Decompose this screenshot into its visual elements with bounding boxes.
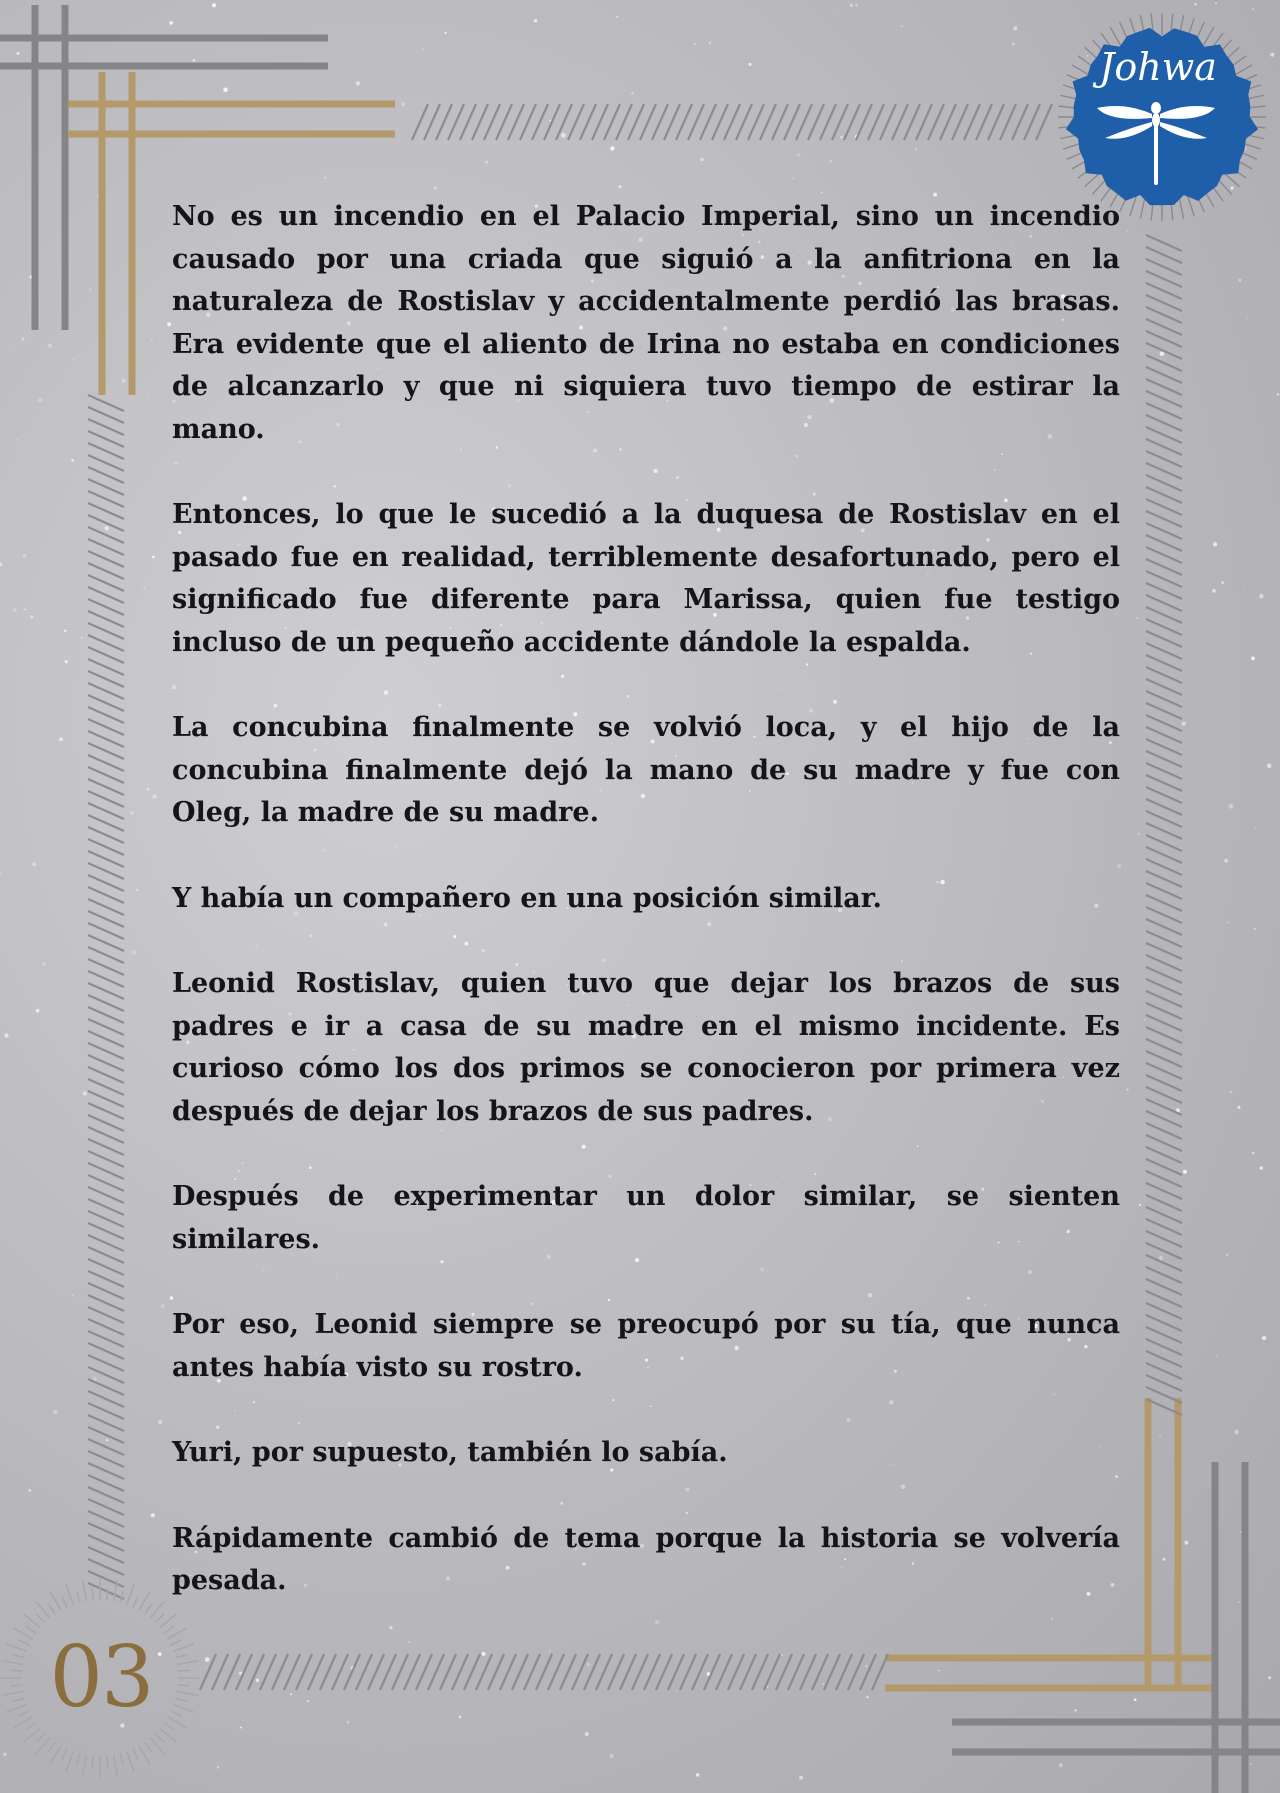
page-number: 03: [49, 1628, 153, 1726]
paragraph: Yuri, por supuesto, también lo sabía.: [172, 1437, 728, 1468]
paragraph: Por eso, Leonid siempre se preocupó por su tía, que nunca antes había visto su rostro.: [172, 1309, 1120, 1383]
paragraph: Después de experimentar un dolor similar, se sienten similares.: [172, 1181, 1120, 1255]
page-text: [172, 196, 1120, 1646]
hatch-border-top: [412, 104, 1052, 140]
hatch-border-bottom: [200, 1654, 888, 1690]
paragraph: La concubina finalmente se volvió loca, y el hijo de la concubina finalmente dejó la mano de su madre y fue con Oleg, la madre de su madre.: [172, 712, 1120, 828]
paragraph: Rápidamente cambió de tema porque la historia se volvería pesada.: [172, 1522, 1120, 1596]
paragraph: Y había un compañero en una posición similar.: [172, 882, 882, 914]
paragraph: Leonid Rostislav, quien tuvo que dejar los brazos de sus padres e ir a casa de su madre en el mismo incidente. Es curioso cómo los dos primos se conocieron por primera vez después de dejar los brazos de sus padres.: [172, 968, 1120, 1127]
paragraph: Entonces, lo que le sucedió a la duquesa de Rostislav en el pasado fue en realidad, terriblemente desafortunado, pero el significado fue diferente para Marissa, quien fue testigo incluso de un pequeño accidente dándole la espalda.: [172, 499, 1120, 658]
hatch-border-left: [88, 395, 124, 1599]
logo-text: Johwa: [1099, 45, 1217, 89]
hatch-border-right: [1146, 235, 1182, 1415]
paragraph: No es un incendio en el Palacio Imperial, sino un incendio causado por una criada que siguió a la anfitriona en la naturaleza de Rostislav y accidentalmente perdió las brasas. Era evidente que el aliento de Irina no estaba en condiciones de alcanzarlo y que ni siquiera tuvo tiempo de estirar la mano.: [172, 201, 1120, 445]
johwa-logo: [1055, 10, 1270, 225]
